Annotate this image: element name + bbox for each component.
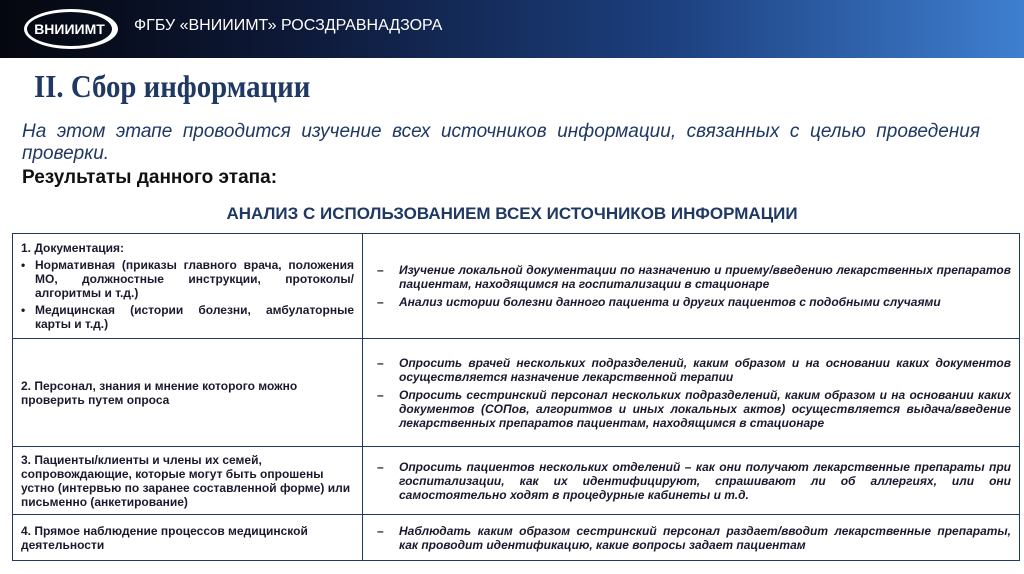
action-text: Наблюдать каким образом сестринский персонал раздает/вводит лекарственные препараты, как проводит идентификацию, какие вопросы задает пациентам	[399, 523, 1011, 552]
table-row	[13, 234, 1020, 339]
action-item: – Изучение локальной документации по назначению и приему/введению лекарственных препаратов пациентам, находящимся на госпитализации в стационаре	[377, 263, 1011, 291]
list-item: • Нормативная (приказы главного врача, положения МО, должностные инструкции, протоколы/алгоритмы и т.д.)	[21, 258, 354, 300]
list-item-text: Нормативная (приказы главного врача, положения МО, должностные инструкции, протоколы/алгоритмы и т.д.)	[35, 258, 354, 300]
source-cell	[13, 447, 363, 515]
list-item: • Медицинская (истории болезни, амбулаторные карты и т.д.)	[21, 303, 354, 331]
action-text: Опросить сестринский персонал нескольких подразделений, каким образом и на основании каких документов (СОПов, алгоритмов и иных локальных актов) осуществляется выдача/введение лекарственных препаратов пациентам, находящимся в стационаре	[399, 387, 1011, 430]
action-item: – Наблюдать каким образом сестринский персонал раздает/вводит лекарственные препараты, как проводит идентификацию, какие вопросы задает пациентам	[377, 523, 1011, 552]
source-cell	[13, 234, 363, 339]
table-heading: АНАЛИЗ С ИСПОЛЬЗОВАНИЕМ ВСЕХ ИСТОЧНИКОВ ИНФОРМАЦИИ	[226, 204, 798, 223]
action-cell	[363, 339, 1020, 447]
source-cell	[13, 515, 363, 561]
action-item: – Опросить пациентов нескольких отделений – как они получают лекарственные препараты при госпитализации, как их идентифицируют, спрашивают ли об аллергиях, или они самостоятельно ходят в процедурные кабинеты и т.д.	[377, 459, 1011, 502]
source-title: 4. Прямое наблюдение процессов медицинской деятельности	[21, 523, 308, 552]
action-text: Анализ истории болезни данного пациента и других пациентов с подобными случаями	[399, 295, 941, 309]
source-title: 2. Персонал, знания и мнение которого можно проверить путем опроса	[21, 378, 298, 407]
action-item: – Анализ истории болезни данного пациента и других пациентов с подобными случаями	[377, 295, 941, 309]
results-label: Результаты данного этапа:	[22, 167, 278, 188]
action-cell	[363, 515, 1020, 561]
source-cell	[13, 339, 363, 447]
table-row	[13, 447, 1020, 515]
header-bar	[0, 0, 1024, 58]
action-item: – Опросить сестринский персонал нескольких подразделений, каким образом и на основании каких документов (СОПов, алгоритмов и иных локальных актов) осуществляется выдача/введение лекарственных препаратов пациентам, находящимся в стационаре	[377, 387, 1011, 430]
action-item: – Опросить врачей нескольких подразделений, каким образом и на основании каких документов осуществляется назначение лекарственной терапии	[377, 355, 1011, 384]
page-title: II. Сбор информации	[34, 68, 311, 104]
intro-text: На этом этапе проводится изучение всех источников информации, связанных с целью проведения проверки.	[22, 121, 980, 164]
action-text: Опросить врачей нескольких подразделений, каким образом и на основании каких документов осуществляется назначение лекарственной терапии	[399, 355, 1011, 384]
source-title: 3. Пациенты/клиенты и члены их семей, сопровождающие, которые могут быть опрошены устно (интервью по заранее составленной форме) или письменно (анкетирование)	[21, 452, 351, 509]
source-title: 1. Документация:	[21, 241, 124, 255]
logo	[24, 9, 118, 49]
action-cell	[363, 234, 1020, 339]
org-name: ФГБУ «ВНИИИМТ» РОСЗДРАВНАДЗОРА	[134, 17, 443, 34]
table-row	[13, 339, 1020, 447]
action-text: Изучение локальной документации по назначению и приему/введению лекарственных препаратов пациентам, находящимся на госпитализации в стационаре	[399, 263, 1011, 291]
list-item-text: Медицинская (истории болезни, амбулаторные карты и т.д.)	[35, 303, 354, 331]
action-cell	[363, 447, 1020, 515]
action-text: Опросить пациентов нескольких отделений – как они получают лекарственные препараты при госпитализации, как их идентифицируют, спрашивают ли об аллергиях, или они самостоятельно ходят в процедурные кабинеты и т.д.	[399, 459, 1011, 502]
logo-text: ВНИИИМТ	[34, 21, 105, 37]
table-row	[13, 515, 1020, 561]
analysis-table	[12, 233, 1020, 561]
